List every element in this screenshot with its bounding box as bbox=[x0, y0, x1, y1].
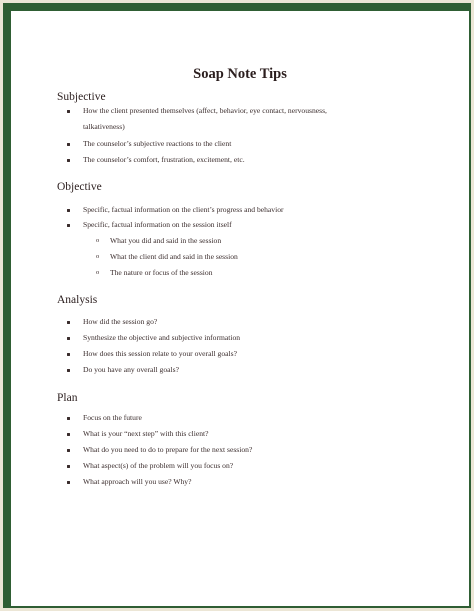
bullet bbox=[67, 337, 70, 340]
sub-list-item: The nature or focus of the session bbox=[110, 268, 213, 277]
bullet bbox=[67, 369, 70, 372]
bullet bbox=[67, 433, 70, 436]
sub-bullet: o bbox=[96, 253, 100, 260]
list-item: The counselor’s comfort, frustration, excitement, etc. bbox=[83, 155, 245, 164]
bullet bbox=[67, 465, 70, 468]
bullet bbox=[67, 209, 70, 212]
sub-bullet: o bbox=[96, 269, 100, 276]
list-item: How the client presented themselves (affect, behavior, eye contact, nervousness, bbox=[83, 106, 327, 115]
list-item: How does this session relate to your overall goals? bbox=[83, 349, 237, 358]
heading-plan: Plan bbox=[57, 392, 78, 404]
bullet bbox=[67, 449, 70, 452]
heading-subjective: Subjective bbox=[57, 91, 106, 103]
list-item: How did the session go? bbox=[83, 317, 158, 326]
list-item: Specific, factual information on the client’s progress and behavior bbox=[83, 205, 284, 214]
document-title: Soap Note Tips bbox=[193, 66, 287, 82]
bullet bbox=[67, 481, 70, 484]
list-item: Synthesize the objective and subjective information bbox=[83, 333, 241, 342]
bullet bbox=[67, 159, 70, 162]
list-item-continuation: talkativeness) bbox=[83, 122, 125, 131]
heading-objective: Objective bbox=[57, 181, 102, 193]
list-item: What do you need to do to prepare for the next session? bbox=[83, 445, 253, 454]
sub-list-item: What you did and said in the session bbox=[110, 236, 222, 245]
bullet bbox=[67, 321, 70, 324]
list-item: What approach will you use? Why? bbox=[83, 477, 192, 486]
document-page bbox=[11, 11, 469, 606]
bullet bbox=[67, 417, 70, 420]
sub-list-item: What the client did and said in the session bbox=[110, 252, 238, 261]
sub-bullet: o bbox=[96, 237, 100, 244]
bullet bbox=[67, 110, 70, 113]
bullet bbox=[67, 143, 70, 146]
list-item: Do you have any overall goals? bbox=[83, 365, 179, 374]
list-item: Focus on the future bbox=[83, 413, 142, 422]
page-frame bbox=[3, 3, 471, 608]
heading-analysis: Analysis bbox=[57, 294, 98, 306]
bullet bbox=[67, 353, 70, 356]
bullet bbox=[67, 224, 70, 227]
list-item: What aspect(s) of the problem will you focus on? bbox=[83, 461, 234, 470]
list-item: The counselor’s subjective reactions to the client bbox=[83, 139, 232, 148]
list-item: Specific, factual information on the session itself bbox=[83, 220, 232, 229]
list-item: What is your “next step” with this client? bbox=[83, 429, 209, 438]
